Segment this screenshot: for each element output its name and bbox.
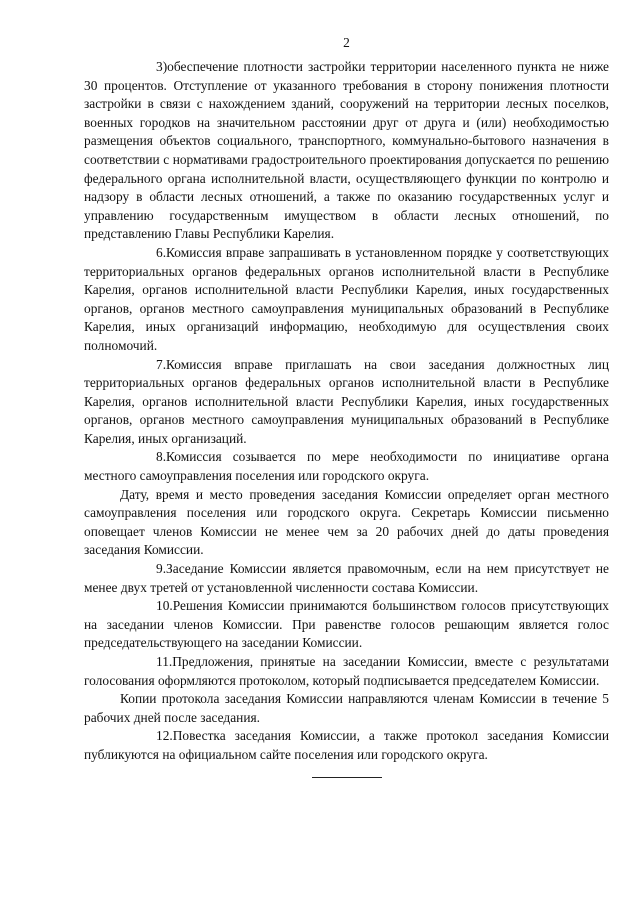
paragraph-11 [84,653,609,690]
paragraph-item-3 [84,58,609,244]
paragraph-number: 8. [156,449,167,465]
paragraph-text: Комиссия вправе запрашивать в установленном порядке у соответствующих территориальных органов федеральных органов исполнительной власти в Республике Карелия, органов исполнительной власти Республики Карелия, иных государственных органов, органов местного самоуправления муниципальных образований в Республике Карелия, иных организаций информацию, необходимую для осуществления своих полномочий. [84,244,609,353]
paragraph-text: Копии протокола заседания Комиссии направляются членам Комиссии в течение 5 рабочих дней после заседания. [84,691,609,725]
paragraph-12 [84,727,609,764]
paragraph-8 [84,448,609,485]
page-number: 2 [343,35,350,50]
paragraph-number: 10. [156,598,173,614]
end-divider [312,777,382,778]
paragraph-number: 9. [156,561,167,577]
paragraph-text: Комиссия вправе приглашать на свои заседания должностных лиц территориальных органов федеральных органов исполнительной власти в Республике Карелия, органов исполнительной власти Республики Карелия, иных государственных органов, органов местного самоуправления муниципальных образований в Республике Карелия, иных организаций. [84,356,609,446]
paragraph-number: 3) [156,59,168,74]
paragraph-10 [84,597,609,653]
paragraph-number: 6. [156,244,167,260]
paragraph-number: 12. [156,728,173,744]
paragraph-number: 7. [156,356,167,372]
paragraph-text: Дату, время и место проведения заседания Комиссии определяет орган местного самоуправления поселения или городского округа. Секретарь Комиссии письменно оповещает членов Комиссии не менее чем за 20 рабочих дней до даты проведения заседания Комиссии. [84,486,609,558]
paragraph-text: Комиссия созывается по мере необходимости по инициативе органа местного самоуправления поселения или городского округа. [84,449,609,484]
paragraph-number: 11. [156,654,173,669]
paragraph-text: Предложения, принятые на заседании Комиссии, вместе с результатами голосования оформляются протоколом, который подписывается председателем Комиссии. [84,654,609,688]
paragraph-text: Решения Комиссии принимаются большинством голосов присутствующих на заседании членов Комиссии. При равенстве голосов решающим является голос председательствующего на заседании Комиссии. [84,598,609,651]
paragraph-7 [84,356,609,449]
paragraph-text: обеспечение плотности застройки территории населенного пункта не ниже 30 процентов. Отступление от указанного требования в сторону понижения плотности застройки в связи с нахождением зданий, сооружений на территории лесных поселков, военных городков на значительном расстоянии друг от друга и (или) необходимостью размещения объектов социального, транспортного, коммунально-бытового назначения в соответствии с нормативами градостроительного проектирования допускается по решению федерального органа исполнительной власти, осуществляющего функции по контролю и надзору в области лесных отношений, а также по оказанию государственных услуг и управлению государственным имуществом в области лесных отношений, по представлению Главы Республики Карелия. [84,59,609,242]
paragraph-text: Заседание Комиссии является правомочным, если на нем присутствует не менее двух третей от установленной численности состава Комиссии. [84,561,609,595]
paragraph-11-continued [84,690,609,727]
paragraph-6 [84,244,609,356]
paragraph-8-continued [84,486,609,560]
paragraph-9 [84,560,609,597]
paragraph-text: Повестка заседания Комиссии, а также протокол заседания Комиссии публикуются на официальном сайте поселения или городского округа. [84,728,609,762]
